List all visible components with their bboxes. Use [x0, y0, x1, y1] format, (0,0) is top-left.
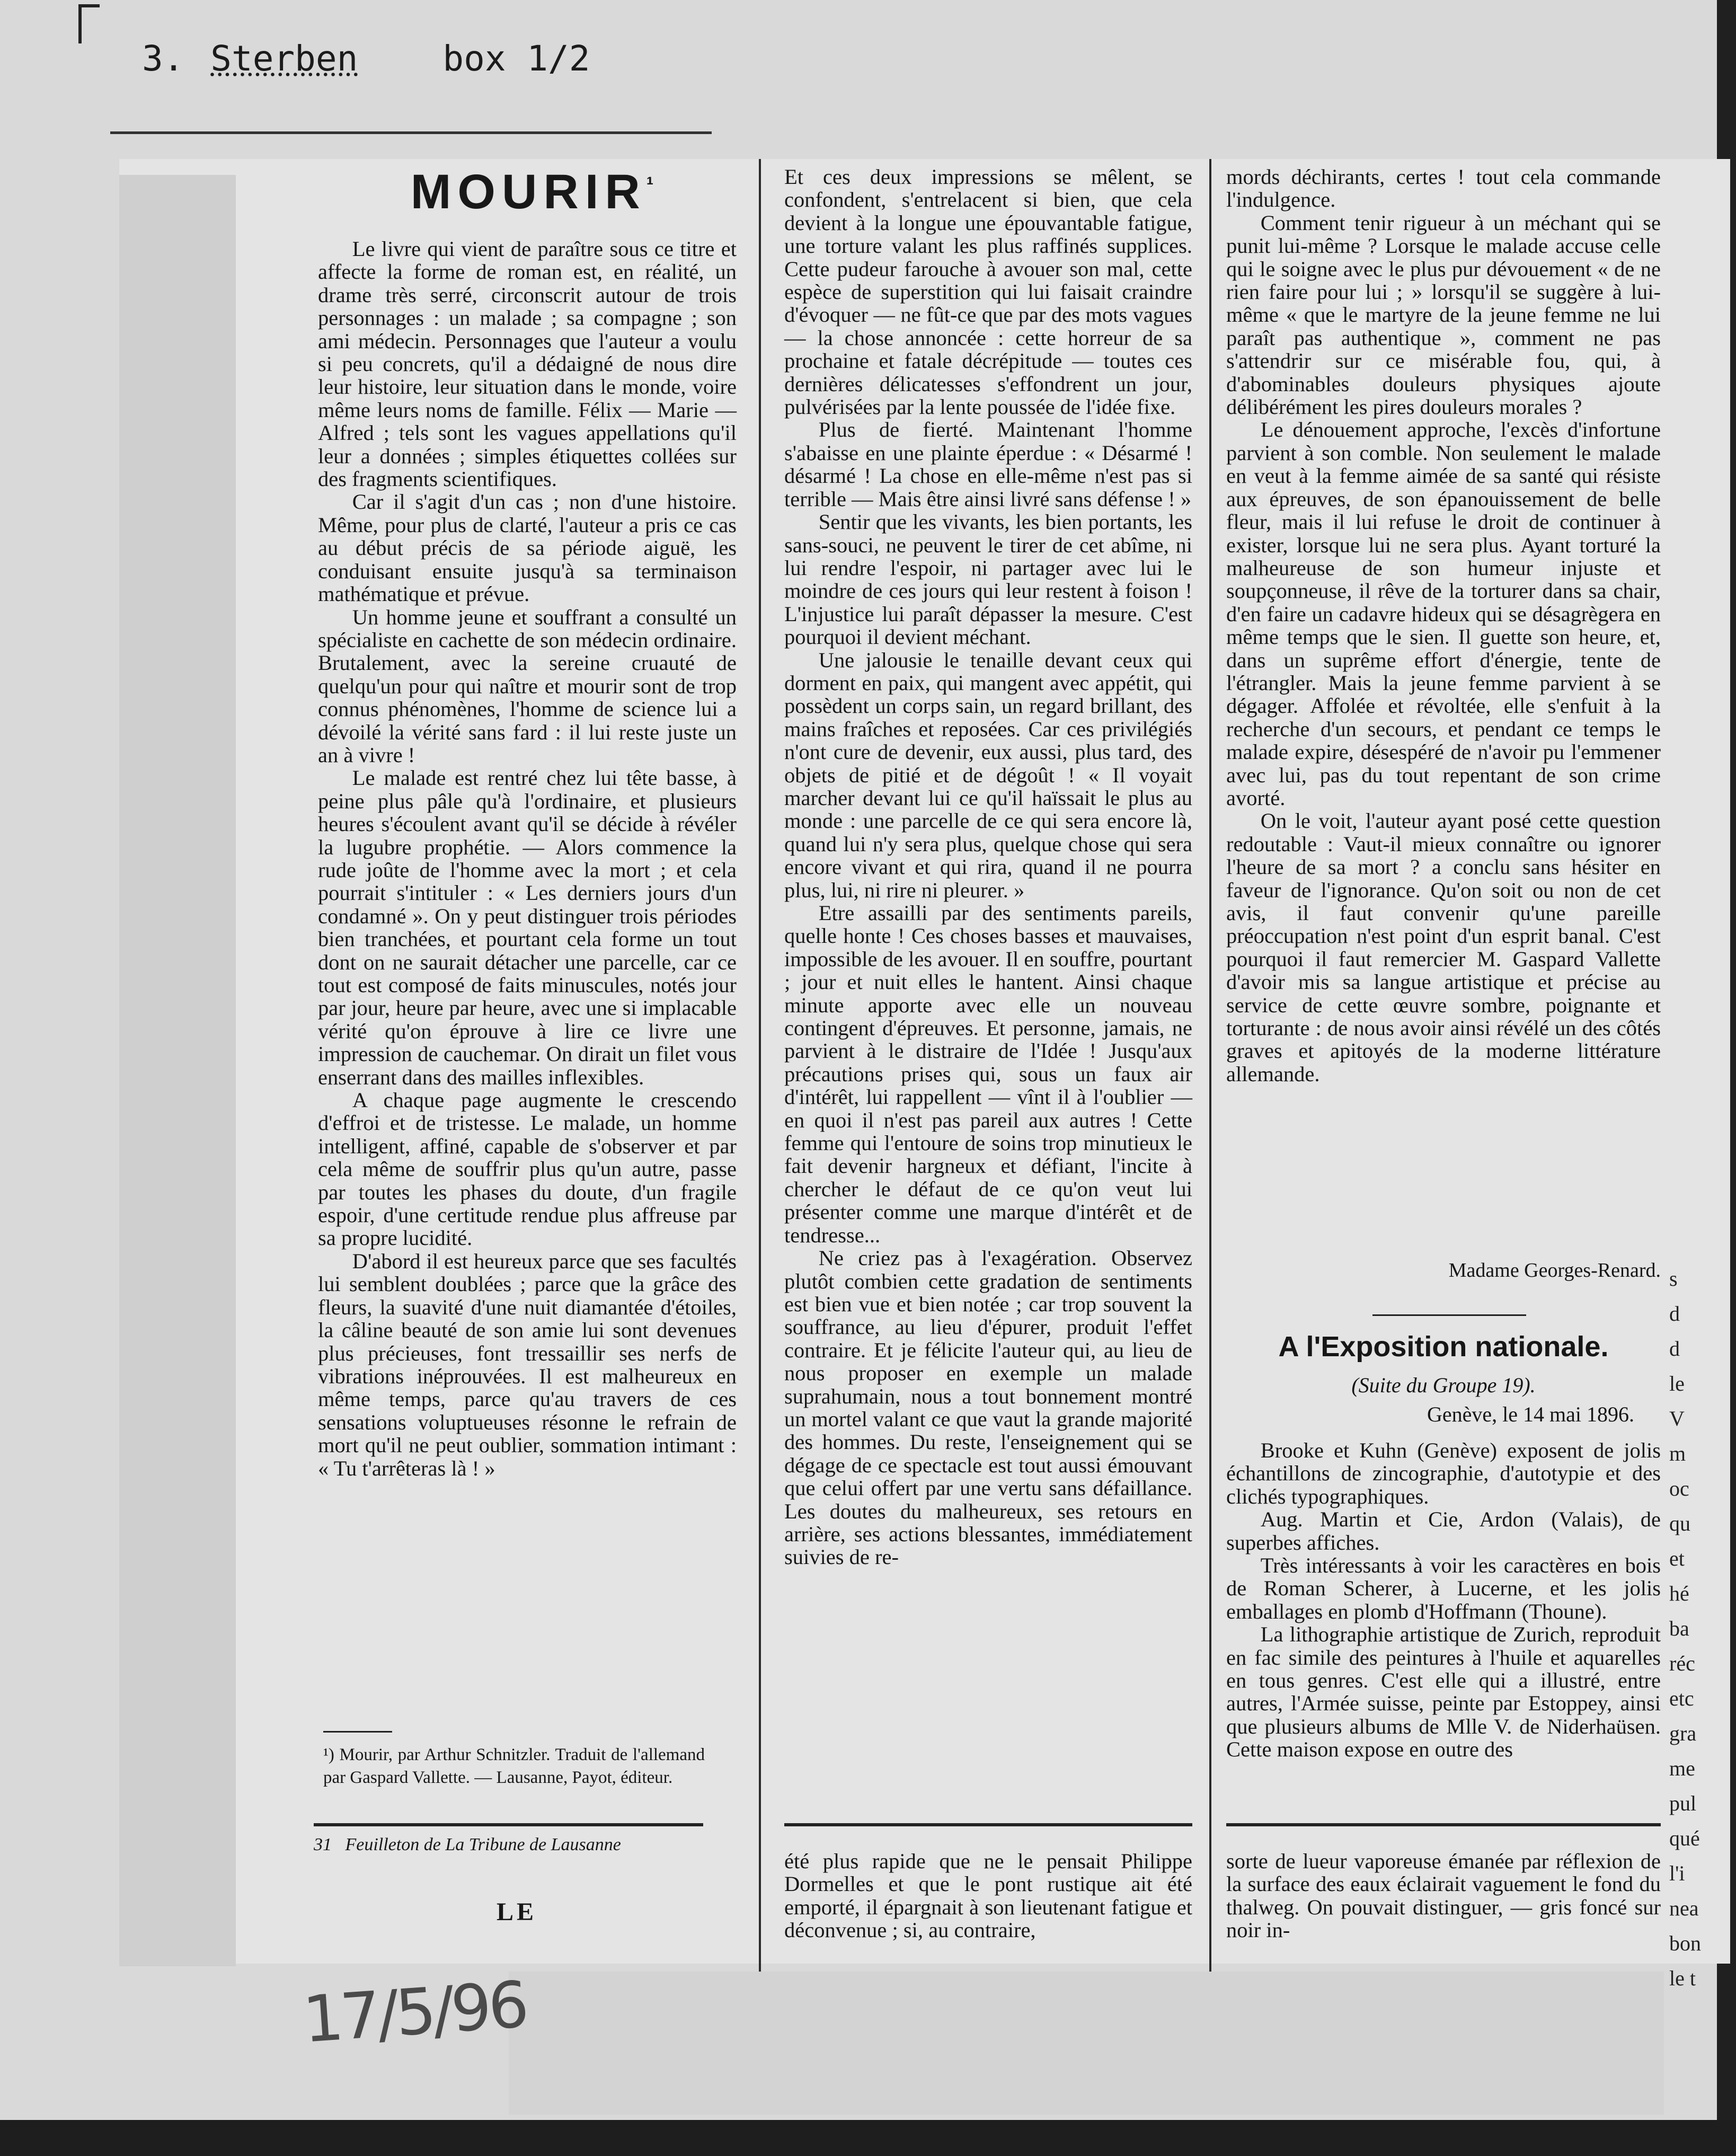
archive-label — [142, 38, 590, 79]
paragraph: Plus de fierté. Maintenant l'homme s'abaisse en une plainte éperdue : « Désarmé ! désarmé ! La chose en elle-même n'est pas si terrible — Mais être ainsi livré sans défense ! » — [784, 418, 1192, 511]
feuilleton-column-3 — [1226, 1850, 1661, 1966]
paragraph: Aug. Martin et Cie, Ardon (Valais), de superbes affiches. — [1226, 1507, 1661, 1554]
paragraph: Très intéressants à voir les caractères en bois de Roman Scherer, à Lucerne, et les jolis emballages en plomb d'Hoffmann (Thoune). — [1226, 1553, 1661, 1623]
feuilleton-title-fragment: LE — [496, 1898, 537, 1926]
paragraph: Brooke et Kuhn (Genève) exposent de jolis échantillons de zincographie, d'autotypie et des clichés typographiques. — [1226, 1438, 1661, 1508]
paragraph: été plus rapide que ne le pensait Philippe Dormelles et que le pont rustique ait été emporté, il épargnait à son lieutenant fatigue et déconvenue ; si, au contraire, — [784, 1849, 1192, 1942]
column-end-rule — [784, 1823, 1192, 1826]
corner-mark — [78, 4, 100, 7]
adjacent-column-fragments: s d d le V m oc qu et hé ba réc etc gra me pul qué l'i nea bon le t — [1669, 1267, 1701, 1990]
paragraph: Le malade est rentré chez lui tête basse, à peine plus pâle qu'à l'ordinaire, et plusieurs heures s'écoulent avant qu'il se décide à révéler la lugubre prophétie. — Alors commence la rude joûte de l'homme avec la mort ; et cela pourrait s'intituler : « Les derniers jours d'un condamné ». On y peut distinguer trois périodes bien tranchées, et pourtant cela forme un tout dont on ne saurait détacher une parcelle, car ce tout est composé de faits minuscules, notés jour par jour, heure par heure, avec une si implacable vérité qu'on éprouve à lire ce livre une impression de cauchemar. On dirait un filet vous enserrant dans des mailles inflexibles. — [318, 766, 737, 1089]
paragraph: Le livre qui vient de paraître sous ce titre et affecte la forme de roman est, en réalité, un drame très serré, circonscrit autour de trois personnages : un malade ; sa compagne ; son ami médecin. Personnages que l'auteur a voulu si peu concrets, qu'il a dédaigné de nous dire leur histoire, leur situation dans le monde, voire même leurs noms de famille. Félix — Marie — Alfred ; tels sont les vagues appellations qu'il leur a données ; simples étiquettes collées sur des fragments scientifiques. — [318, 237, 737, 491]
paragraph: A chaque page augmente le crescendo d'effroi et de tristesse. Le malade, un homme intelligent, affiné, capable de s'observer et par cela même de souffrir plus qu'un autre, passe par toutes les phases du doute, d'un fragile espoir, d'une certitude rendue plus affreuse par sa propre lucidité. — [318, 1088, 737, 1250]
section-divider — [1372, 1314, 1526, 1316]
paragraph: sorte de lueur vaporeuse émanée par réflexion de la surface des eaux éclairait vaguement le fond du thalweg. On pouvait distinguer, — gris foncé sur noir in- — [1226, 1849, 1661, 1942]
paragraph: Et ces deux impressions se mêlent, se confondent, s'entrelacent si bien, que cela devient à la longue une épouvantable fatigue, une torture valant les plus raffinés supplices. Cette pudeur farouche à avouer son mal, cette espèce de superstition qui lui faisait craindre d'évoquer — ne fût-ce que par des mots vagues — la chose annoncée : cette horreur de sa prochaine et fatale décrépitude — toutes ces dernières délicatesses s'effondrent un jour, pulvérisées par la lente poussée de l'idée fixe. — [784, 165, 1192, 419]
archive-number: 3. — [142, 38, 184, 79]
scan-frame-bottom — [0, 2120, 1736, 2156]
article-column-2 — [784, 165, 1192, 1787]
paragraph: Comment tenir rigueur à un méchant qui se punit lui-même ? Lorsque le malade accuse celle qui le soigne avec le plus pur dévouement « de ne rien faire pour lui ; » lorsqu'il se suggère à lui-même « que le martyre de la jeune femme ne lui paraît pas authentique », comment ne pas s'attendrir sur ce misérable fou, qui, à d'abominables douleurs physiques ajoute délibérément les pires douleurs morales ? — [1226, 210, 1661, 419]
article-column-1 — [318, 237, 737, 1827]
column-rule — [1209, 159, 1211, 1972]
paragraph: Etre assailli par des sentiments pareils, quelle honte ! Ces choses basses et mauvaises, impossible de les avouer. Il en souffre, pourtant ; jour et nuit elles le hantent. Ainsi chaque minute apporte avec elle un nouveau contingent d'épreuves. Et personne, jamais, ne parvient à le distraire de l'Idée ! Jusqu'aux précautions prises qui, sous un faux air d'intérêt, lui rappellent — vînt il à l'oublier — en quoi il n'est pas pareil aux autres ! Cette femme qui l'entoure de soins trop minutieux le fait devenir hargneux et défiant, l'incite à chercher le défaut de ce qu'on veut lui présenter comme une marque d'intérêt et de tendresse... — [784, 901, 1192, 1247]
paragraph: On le voit, l'auteur ayant posé cette question redoutable : Vaut-il mieux connaître ou ignorer l'heure de sa mort ? a conclu sans hésiter en faveur de l'ignorance. Qu'on soit ou non de cet avis, il faut convenir qu'une pareille préoccupation n'est point d'un esprit banal. C'est pourquoi il faut remercier M. Gaspard Vallette d'avoir mis sa langue artistique et précise au service de cette œuvre sombre, poignante et torturante : de nous avoir ainsi révélé un des côtés graves et apitoyés de la moderne littérature allemande. — [1226, 809, 1661, 1086]
article-title: $MOURIR^{^1}$ — [410, 165, 660, 219]
clipping-lower-strip — [509, 1972, 1664, 2115]
top-rule — [110, 131, 712, 134]
clipping-edge-shadow — [119, 175, 236, 1966]
paragraph: Le dénouement approche, l'excès d'infortune parvient à son comble. Non seulement le malade en veut à la femme aimée de sa santé qui résiste aux épreuves, de son épanouissement de belle fleur, mais il lui refuse le droit de continuer à exister, lorsque lui ne sera plus. Ayant torturé la malheureuse de son humeur injuste et soupçonneuse, il rêve de la torturer dans sa chair, d'en faire un cadavre hideux qui se désagrègera en même temps que le sien. Il guette son heure, et, dans un suprême effort d'énergie, tente de l'étrangler. Mais la jeune femme parvient à se dégager. Affolée et révoltée, elle s'enfuit à la recherche d'un secours, et pendant ce temps le malade expire, désespéré de n'avoir pu l'emmener avec lui, pas du tout repentant de son crime avorté. — [1226, 418, 1661, 810]
paragraph: D'abord il est heureux parce que ses facultés lui semblent doublées ; parce que la grâce des fleurs, la suavité d'une nuit diamantée d'étoiles, la câline beauté de son amie lui sont devenues plus précieuses, font tressaillir ses nerfs de vibrations inéprouvées. Il est malheureux en même temps, parce qu'au travers de ces sensations voluptueuses résonne le refrain de mort qu'il ne peut oublier, sommation intimant : « Tu t'arrêteras là ! » — [318, 1249, 737, 1480]
article-column-3 — [1226, 165, 1661, 1247]
feuilleton-column-2 — [784, 1850, 1192, 1966]
paragraph: Ne criez pas à l'exagération. Observez plutôt combien cette gradation de sentiments est bien vue et bien notée ; car trop souvent la souffrance, au lieu d'épurer, produit l'effet contraire. Et je félicite l'auteur qui, au lieu de nous proposer en exemple un malade suprahumain, nous a tout bonnement montré un mortel valant ce que vaut la grande majorité des hommes. Du reste, l'enseignement qui se dégage de ce spectacle est tout aussi émouvant que celui offert par une vertu sans défaillance. Les doutes du malheureux, ses retours en arrière, ses actions blessantes, immédiatement suivies de re- — [784, 1246, 1192, 1569]
feuilleton-header — [314, 1835, 703, 1859]
article-signature: Madame Georges-Renard. — [1448, 1259, 1661, 1282]
corner-mark — [78, 4, 82, 43]
feuilleton-label: Feuilleton de La Tribune de Lausanne — [345, 1835, 621, 1854]
archive-topic: Sterben — [210, 38, 358, 79]
column-rule — [759, 159, 761, 1972]
paragraph: mords déchirants, certes ! tout cela commande l'indulgence. — [1226, 165, 1661, 212]
paragraph: Une jalousie le tenaille devant ceux qui dorment en paix, qui mangent avec appétit, qui possèdent un corps sain, un regard brillant, des mains fraîches et reposées. Car ces privilégiés n'ont cure de devenir, eux aussi, plus tard, des objets de pitié et de dégoût ! « Il voyait marcher devant lui ce qu'il haïssait le plus au monde : une parcelle de ce qui sera encore là, quand lui n'y sera plus, quelque chose qui sera encore vivant et qui rira, quand il ne pourra plus, lui, ni rire ni pleurer. » — [784, 648, 1192, 902]
paragraph: La lithographie artistique de Zurich, reproduit en fac simile des peintures à l'huile et aquarelles en tous genres. C'est elle qui a illustré, entre autres, l'Armée suisse, peinte par Estoppey, ainsi que plusieurs albums de Mlle V. de Niderhaüsen. Cette maison expose en outre des — [1226, 1622, 1661, 1762]
exposition-title: A l'Exposition nationale. — [1278, 1331, 1609, 1363]
handwritten-date: 17/5/96 — [300, 1968, 528, 2057]
archive-box: box 1/2 — [442, 38, 590, 79]
exposition-column — [1226, 1439, 1661, 1823]
exposition-subtitle: (Suite du Groupe 19). — [1351, 1373, 1536, 1397]
paragraph: Sentir que les vivants, les bien portants, les sans-souci, ne peuvent le tirer de cet abîme, ni lui rendre l'espoir, ni partager avec lui le moindre de ces jours qui leur restent à foison ! L'injustice lui paraît dépasser la mesure. C'est pourquoi il devient méchant. — [784, 510, 1192, 649]
exposition-dateline: Genève, le 14 mai 1896. — [1427, 1402, 1634, 1426]
paragraph: Car il s'agit d'un cas ; non d'une histoire. Même, pour plus de clarté, l'auteur a pris ce cas au début précis de sa période aiguë, les conduisant ensuite jusqu'à sa terminaison mathématique et prévue. — [318, 490, 737, 606]
footnote-rule — [323, 1731, 392, 1733]
feuilleton-number: 31 — [314, 1835, 332, 1854]
column-end-rule — [314, 1823, 703, 1826]
column-end-rule — [1226, 1823, 1661, 1826]
footnote: ¹) Mourir, par Arthur Schnitzler. Traduit de l'allemand par Gaspard Vallette. — Lausanne, Payot, éditeur. — [323, 1745, 705, 1787]
paragraph: Un homme jeune et souffrant a consulté un spécialiste en cachette de son médecin ordinaire. Brutalement, avec la sereine cruauté de quelqu'un pour qui naître et mourir sont de trop connus phénomènes, l'homme de science lui a dévoilé la vérité sans fard : il lui reste juste un an à vivre ! — [318, 605, 737, 767]
